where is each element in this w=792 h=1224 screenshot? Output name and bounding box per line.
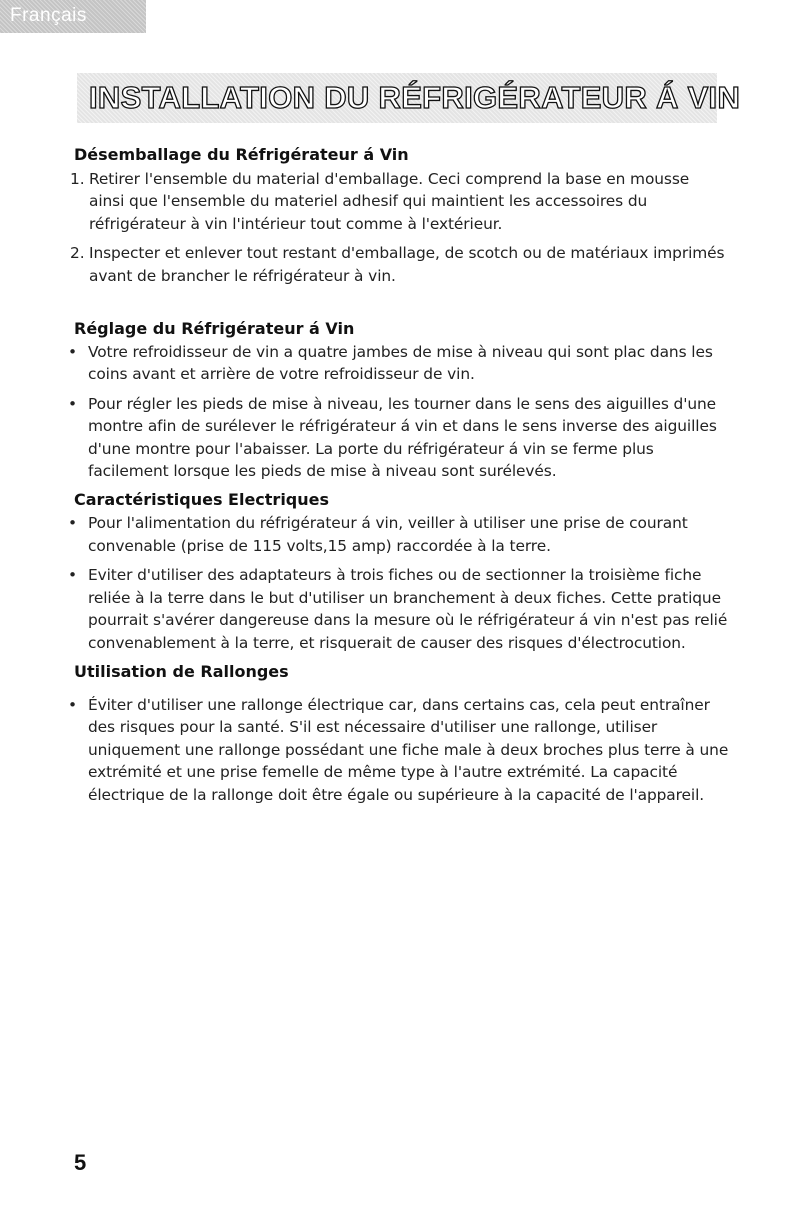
section-heading-unpacking: Désemballage du Réfrigérateur á Vin [74, 145, 409, 164]
list-item-text: Pour régler les pieds de mise à niveau, les tourner dans le sens des aiguilles d'une montre afin de surélever le réfrigérateur á vin et dans le sens inverse des aiguilles d'une montre pour l'abaisser. La porte du réfrigérateur á vin se ferme plus facilement lorsque les pieds de mise à niveau sont surélevés. [88, 394, 717, 481]
list-item [68, 564, 729, 654]
list-marker: 2. [70, 244, 85, 263]
section-heading-electrical: Caractéristiques Electriques [74, 490, 330, 510]
list-item [70, 168, 729, 235]
list-marker: • [68, 695, 77, 714]
section-heading-extension-cords: Utilisation de Rallonges [74, 661, 289, 681]
list-item-text: Pour l'alimentation du réfrigérateur á vin, veiller à utiliser une prise de courant convenable (prise de 115 volts,15 amp) raccordée à la terre. [88, 514, 688, 555]
document-body [68, 144, 729, 806]
list-item-text: Retirer l'ensemble du material d'emballage. Ceci comprend la base en mousse ainsi que l'ensemble du materiel adhesif qui maintient les accessoires du réfrigérateur à vin l'intérieur tout comme à l'extérieur. [89, 170, 690, 233]
list-item-text: Inspecter et enlever tout restant d'emballage, de scotch ou de matériaux imprimés avant de brancher le réfrigérateur à vin. [89, 244, 725, 285]
list-item-text: Votre refroidisseur de vin a quatre jambes de mise à niveau qui sont plac dans les coins avant et arrière de votre refroidisseur de vin. [88, 343, 713, 384]
language-tab [0, 0, 146, 33]
list-item [68, 341, 729, 386]
language-label: Français [10, 5, 87, 26]
list-item [68, 512, 729, 557]
page-number: 5 [74, 1150, 87, 1175]
list-item-text: Éviter d'utiliser une rallonge électrique car, dans certains cas, cela peut entraîner des risques pour la santé. S'il est nécessaire d'utiliser une rallonge, utiliser uniquement une rallonge possédant une fiche male à deux broches plus terre à une extrémité et une prise femelle de même type à l'autre extrémité. La capacité électrique de la rallonge doit être égale ou supérieure à la capacité de l'appareil. [88, 695, 729, 804]
list-item [70, 242, 729, 287]
list-item [68, 694, 729, 806]
list-marker: • [68, 343, 77, 362]
page-title: INSTALLATION DU RÉFRIGÉRATEUR Á VIN [89, 80, 741, 115]
list-marker: • [68, 514, 77, 533]
list-item [68, 393, 729, 483]
title-banner [77, 73, 741, 123]
list-marker: • [68, 566, 77, 585]
section-heading-leveling: Réglage du Réfrigérateur á Vin [74, 319, 355, 339]
list-marker: • [68, 394, 77, 413]
list-marker: 1. [70, 170, 85, 188]
list-item-text: Eviter d'utiliser des adaptateurs à trois fiches ou de sectionner la troisième fiche reliée à la terre dans le but d'utiliser un branchement à deux fiches. Cette pratique pourrait s'avérer dangereuse dans la mesure où le réfrigérateur á vin n'est pas relié convenablement à la terre, et risquerait de causer des risques d'électrocution. [88, 566, 728, 652]
